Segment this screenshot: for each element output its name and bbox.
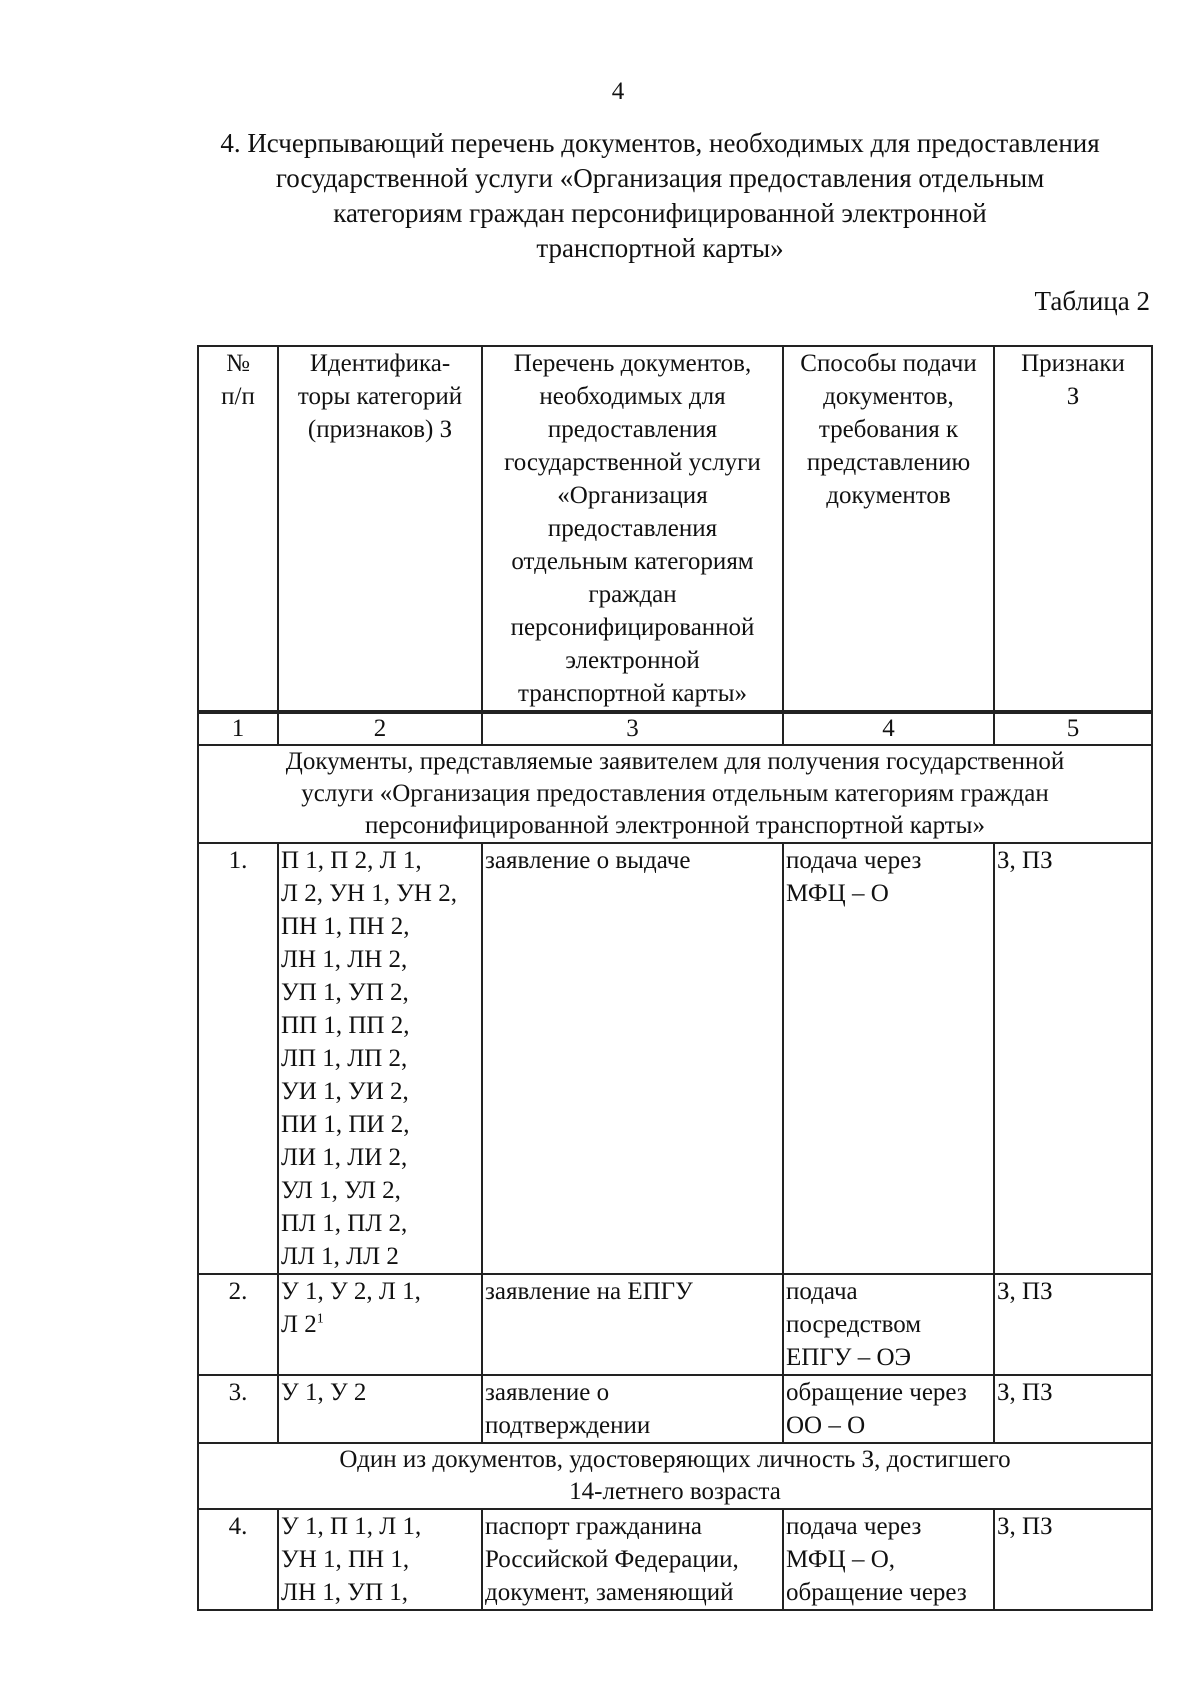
row-signs: З, ПЗ [994, 843, 1152, 1274]
row-document: заявление на ЕПГУ [482, 1274, 783, 1375]
table-label: Таблица 2 [1034, 286, 1150, 316]
column-number: 2 [278, 712, 482, 745]
section-title: Документы, представляемые заявителем для получения государственной услуги «Организация предоставления отдельным категориям граждан персонифицированной электронной транспортной карты» [198, 745, 1152, 843]
header-cell-documents: Перечень документов, необходимых для предоставления государственной услуги «Организация предоставления отдельным категориям граждан персонифицированной электронной транспортной карты» [482, 346, 783, 712]
row-method: подача через МФЦ – О, обращение через [783, 1509, 994, 1610]
row-document: заявление о подтверждении [482, 1375, 783, 1443]
page-number: 4 [611, 78, 625, 105]
row-number: 2. [198, 1274, 278, 1375]
table-row [198, 843, 1152, 1274]
table-header-row [198, 346, 1152, 712]
section-title: Один из документов, удостоверяющих личность З, достигшего 14-летнего возраста [198, 1443, 1152, 1509]
table-row [198, 1509, 1152, 1610]
row-identifiers: У 1, У 2 [278, 1375, 482, 1443]
row-number: 1. [198, 843, 278, 1274]
footnote-mark: 1 [316, 1311, 324, 1327]
header-cell-number: № п/п [198, 346, 278, 712]
row-number: 3. [198, 1375, 278, 1443]
row-method: обращение через ОО – О [783, 1375, 994, 1443]
column-number: 3 [482, 712, 783, 745]
column-number: 5 [994, 712, 1152, 745]
row-signs: З, ПЗ [994, 1274, 1152, 1375]
column-number: 4 [783, 712, 994, 745]
row-method: подача посредством ЕПГУ – ОЭ [783, 1274, 994, 1375]
header-cell-signs: Признаки З [994, 346, 1152, 712]
table-row [198, 1274, 1152, 1375]
heading-line: 4. Исчерпывающий перечень документов, необходимых для предоставления [220, 128, 1100, 158]
row-signs: З, ПЗ [994, 1509, 1152, 1610]
table-row [198, 1375, 1152, 1443]
header-cell-methods: Способы подачи документов, требования к представлению документов [783, 346, 994, 712]
header-cell-identifiers: Идентифика- торы категорий (признаков) З [278, 346, 482, 712]
document-heading [160, 126, 1160, 266]
documents-table [197, 345, 1153, 1611]
heading-line: транспортной карты» [536, 233, 784, 263]
heading-line: категориям граждан персонифицированной электронной [333, 198, 987, 228]
row-identifiers: У 1, П 1, Л 1, УН 1, ПН 1, ЛН 1, УП 1, [278, 1509, 482, 1610]
heading-line: государственной услуги «Организация предоставления отдельным [275, 163, 1045, 193]
row-document: заявление о выдаче [482, 843, 783, 1274]
row-number: 4. [198, 1509, 278, 1610]
column-numbers-row [198, 712, 1152, 745]
row-signs: З, ПЗ [994, 1375, 1152, 1443]
row-identifiers: П 1, П 2, Л 1, Л 2, УН 1, УН 2, ПН 1, ПН 2, ЛН 1, ЛН 2, УП 1, УП 2, ПП 1, ПП 2, ЛП 1, ЛП 2, УИ 1, УИ 2, ПИ 1, ПИ 2, ЛИ 1, ЛИ 2, УЛ 1, УЛ 2, ПЛ 1, ПЛ 2, ЛЛ 1, ЛЛ 2 [278, 843, 482, 1274]
section-row [198, 1443, 1152, 1509]
row-document: паспорт гражданина Российской Федерации, документ, заменяющий [482, 1509, 783, 1610]
row-method: подача через МФЦ – О [783, 843, 994, 1274]
section-row [198, 745, 1152, 843]
row-identifiers: У 1, У 2, Л 1, Л $2^1$ [278, 1274, 482, 1375]
column-number: 1 [198, 712, 278, 745]
